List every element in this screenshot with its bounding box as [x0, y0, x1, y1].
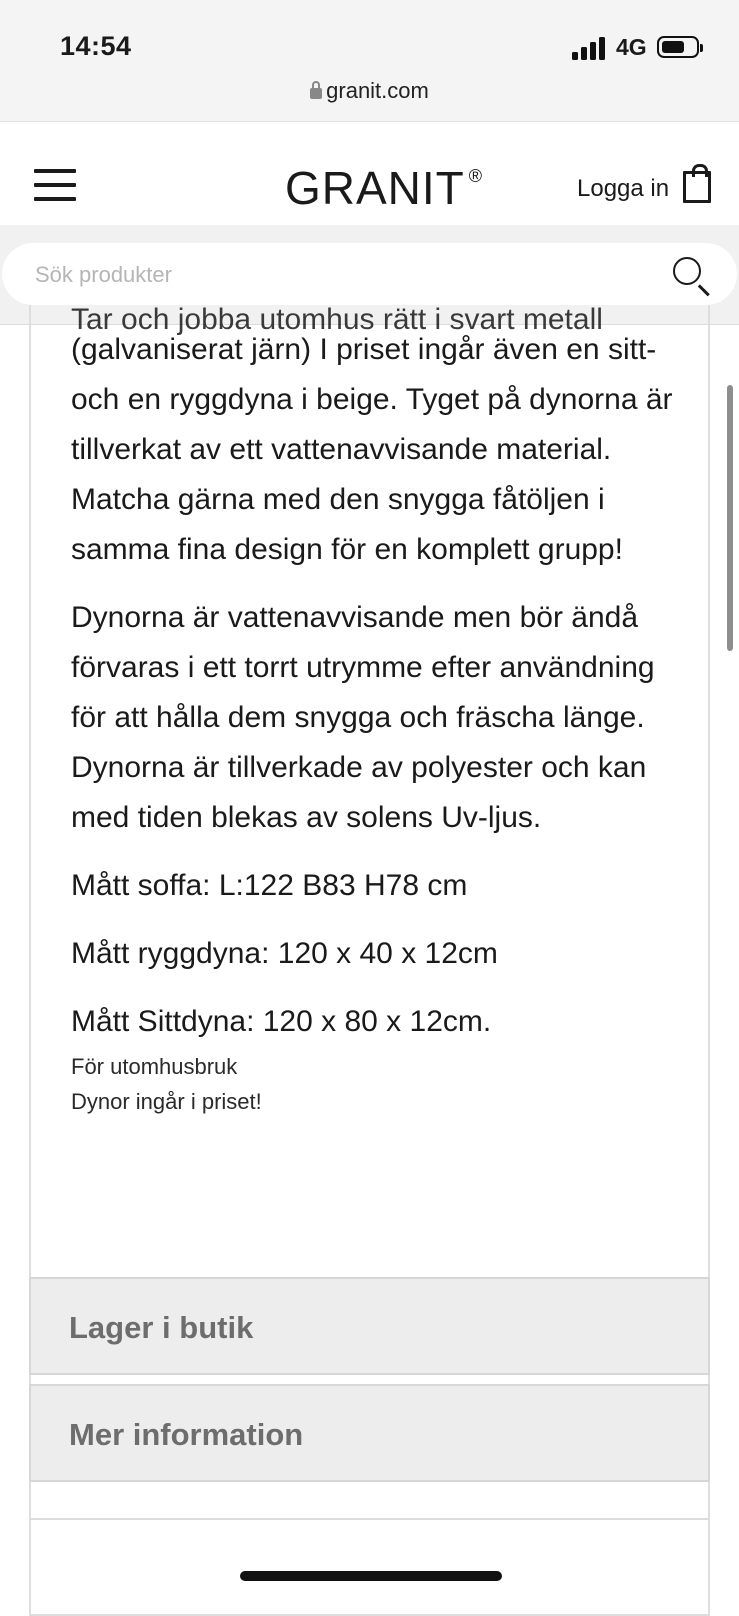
signal-icon [572, 36, 606, 60]
accordion-more-info[interactable] [29, 1384, 710, 1482]
description-paragraph: Dynorna är vattenavvisande men bör ändå förvaras i ett torrt utrymme efter användning för att hålla dem snygga och fräscha länge. Dynorna är tillverkade av polyester och kan med tiden blekas av solens Uv-ljus. [71, 601, 655, 834]
divider [29, 1518, 710, 1520]
status-time: 14:54 [60, 31, 132, 61]
accordion-stock-label: Lager i butik [69, 1310, 254, 1345]
note-cushions: Dynor ingår i priset! [71, 1089, 262, 1114]
shopping-bag-icon[interactable] [683, 171, 711, 203]
product-content [0, 303, 739, 1600]
browser-chrome [0, 0, 739, 122]
scrollbar[interactable] [727, 385, 733, 651]
site-header [0, 123, 739, 225]
search-icon[interactable] [673, 257, 701, 285]
measurement-sofa: Mått soffa: L:122 B83 H78 cm [71, 869, 468, 902]
search-placeholder: Sök produkter [35, 262, 172, 287]
lock-icon [310, 88, 322, 99]
description-paragraph: (galvaniserat järn) I priset ingår även en sitt-och en ryggdyna i beige. Tyget på dynorna är tillverkat av ett vattenavvisande material. Matcha gärna med den snygga fåtöljen i samma fina design för en komplett grupp! [71, 333, 673, 566]
measurement-backrest: Mått ryggdyna: 120 x 40 x 12cm [71, 937, 498, 970]
home-indicator[interactable] [240, 1571, 502, 1581]
login-link[interactable]: Logga in [577, 175, 670, 202]
measurement-seat: Mått Sittdyna: 120 x 80 x 12cm. [71, 1005, 492, 1038]
accordion-more-info-label: Mer information [69, 1417, 304, 1452]
battery-icon [657, 36, 699, 58]
address-bar[interactable] [0, 78, 739, 104]
description-cut-line: Tar och jobba utomhus rätt i svart metall [71, 303, 603, 336]
accordion-stock[interactable] [29, 1277, 710, 1375]
site-logo[interactable]: GRANIT ® [285, 162, 484, 214]
url-text: granit.com [326, 78, 429, 103]
hamburger-menu-icon[interactable] [34, 169, 76, 201]
network-type: 4G [616, 34, 647, 60]
note-outdoor: För utomhusbruk [71, 1054, 238, 1079]
